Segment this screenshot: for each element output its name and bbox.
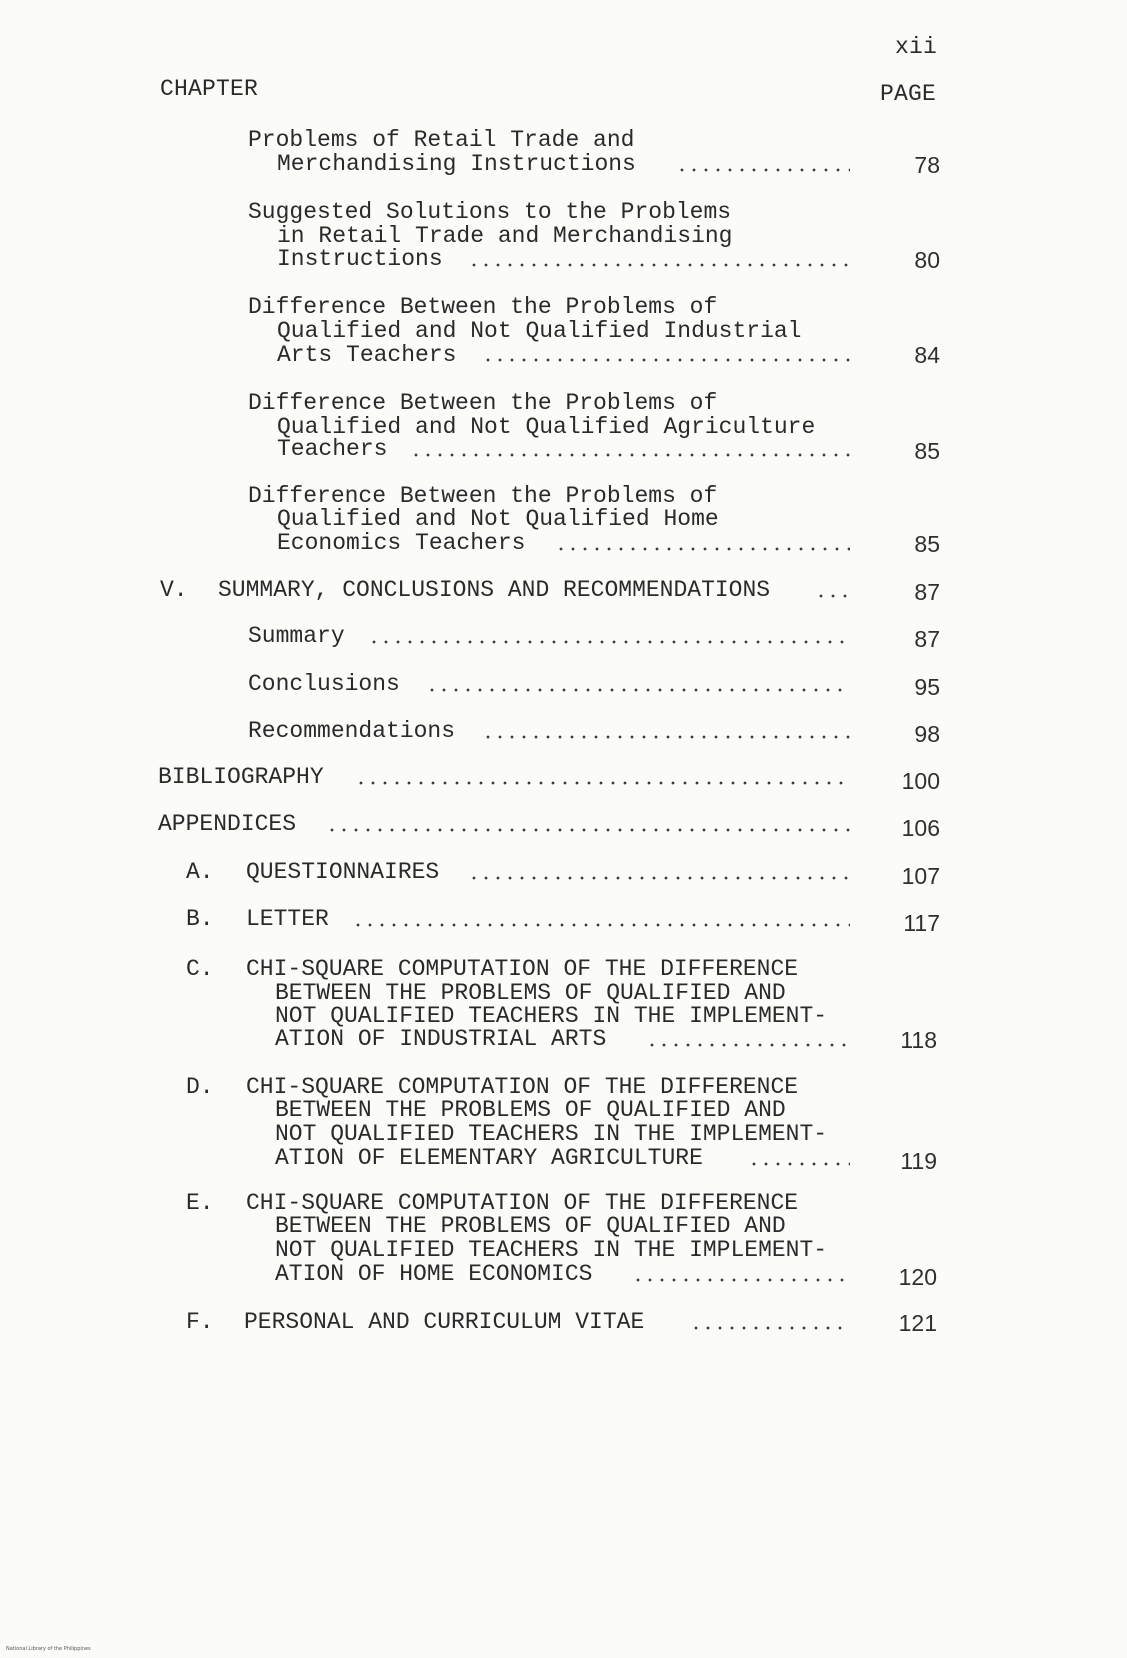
entry-line: SUMMARY, CONCLUSIONS AND RECOMMENDATIONS [218,577,771,603]
dot-leader [632,1278,850,1282]
entry-line: Difference Between the Problems of [248,390,718,416]
page-ref: 100 [901,768,940,794]
page-ref: 87 [914,626,940,652]
page-ref: 117 [903,910,940,936]
entry-line: CHI-SQUARE COMPUTATION OF THE DIFFERENCE [246,1074,799,1100]
entry-line: Instructions [277,246,443,272]
entry-line: ATION OF INDUSTRIAL ARTS [275,1026,607,1052]
entry-line: ATION OF HOME ECONOMICS [275,1261,593,1287]
entry-line: BETWEEN THE PROBLEMS OF QUALIFIED AND [275,1097,786,1123]
entry-line: Difference Between the Problems of [248,483,718,509]
page-ref: 80 [914,247,940,273]
entry-line: BETWEEN THE PROBLEMS OF QUALIFIED AND [275,980,786,1006]
entry-line: BIBLIOGRAPHY [158,764,324,790]
entry-line: Qualified and Not Qualified Agriculture [277,414,816,440]
page-ref: 85 [914,531,940,557]
entry-line: in Retail Trade and Merchandising [277,223,733,249]
entry-line: Economics Teachers [277,530,526,556]
dot-leader [410,453,850,457]
page-ref: 84 [914,342,940,368]
entry-line: APPENDICES [158,811,297,837]
dot-leader [676,168,850,172]
entry-line: NOT QUALIFIED TEACHERS IN THE IMPLEMENT- [275,1237,828,1263]
appendix-letter: A. [186,859,214,885]
entry-line: Difference Between the Problems of [248,294,718,320]
entry-line: QUESTIONNAIRES [246,859,440,885]
entry-line: Suggested Solutions to the Problems [248,199,732,225]
dot-leader [326,828,850,832]
page-ref: 95 [914,674,940,700]
entry-line: Recommendations [248,718,456,744]
dot-leader [468,876,850,880]
entry-line: Qualified and Not Qualified Home [277,506,719,532]
dot-leader [555,547,850,551]
dot-leader [690,1326,850,1330]
library-footer: National Library of the Philippines [6,1646,91,1652]
entry-line: CHI-SQUARE COMPUTATION OF THE DIFFERENCE [246,1190,799,1216]
page-number: xii [895,34,938,60]
entry-line: Arts Teachers [277,342,457,368]
entry-line: NOT QUALIFIED TEACHERS IN THE IMPLEMENT- [275,1003,828,1029]
page-ref: 78 [914,152,940,178]
appendix-letter: F. [186,1309,214,1335]
chapter-header: CHAPTER [160,76,259,102]
chapter-numeral: V. [160,577,188,603]
page-ref: 87 [914,579,940,605]
appendix-letter: D. [186,1074,214,1100]
dot-leader [815,594,850,598]
dot-leader [355,781,850,785]
page-ref: 106 [901,815,940,841]
entry-line: Conclusions [248,671,400,697]
entry-line: PERSONAL AND CURRICULUM VITAE [244,1309,645,1335]
page-ref: 107 [901,863,940,889]
page-ref: 121 [898,1310,937,1336]
dot-leader [482,735,850,739]
dot-leader [352,923,850,927]
entry-line: Qualified and Not Qualified Industrial [277,318,802,344]
dot-leader [748,1162,850,1166]
entry-line: Summary [248,623,345,649]
entry-line: CHI-SQUARE COMPUTATION OF THE DIFFERENCE [246,956,799,982]
entry-line: Problems of Retail Trade and [248,127,635,153]
page-ref: 98 [914,721,940,747]
entry-line: Teachers [277,436,388,462]
dot-leader [468,263,850,267]
page-ref: 85 [914,438,940,464]
page-ref: 120 [898,1264,937,1290]
dot-leader [482,358,850,362]
page-header: PAGE [880,81,937,107]
appendix-letter: E. [186,1190,214,1216]
entry-line: ATION OF ELEMENTARY AGRICULTURE [275,1145,703,1171]
appendix-letter: C. [186,956,214,982]
dot-leader [426,688,850,692]
dot-leader [368,640,850,644]
entry-line: Merchandising Instructions [277,151,636,177]
appendix-letter: B. [186,906,214,932]
dot-leader [646,1043,850,1047]
page-ref: 119 [900,1148,937,1174]
entry-line: NOT QUALIFIED TEACHERS IN THE IMPLEMENT- [275,1121,828,1147]
page-ref: 118 [900,1027,937,1053]
entry-line: BETWEEN THE PROBLEMS OF QUALIFIED AND [275,1213,786,1239]
entry-line: LETTER [246,906,329,932]
